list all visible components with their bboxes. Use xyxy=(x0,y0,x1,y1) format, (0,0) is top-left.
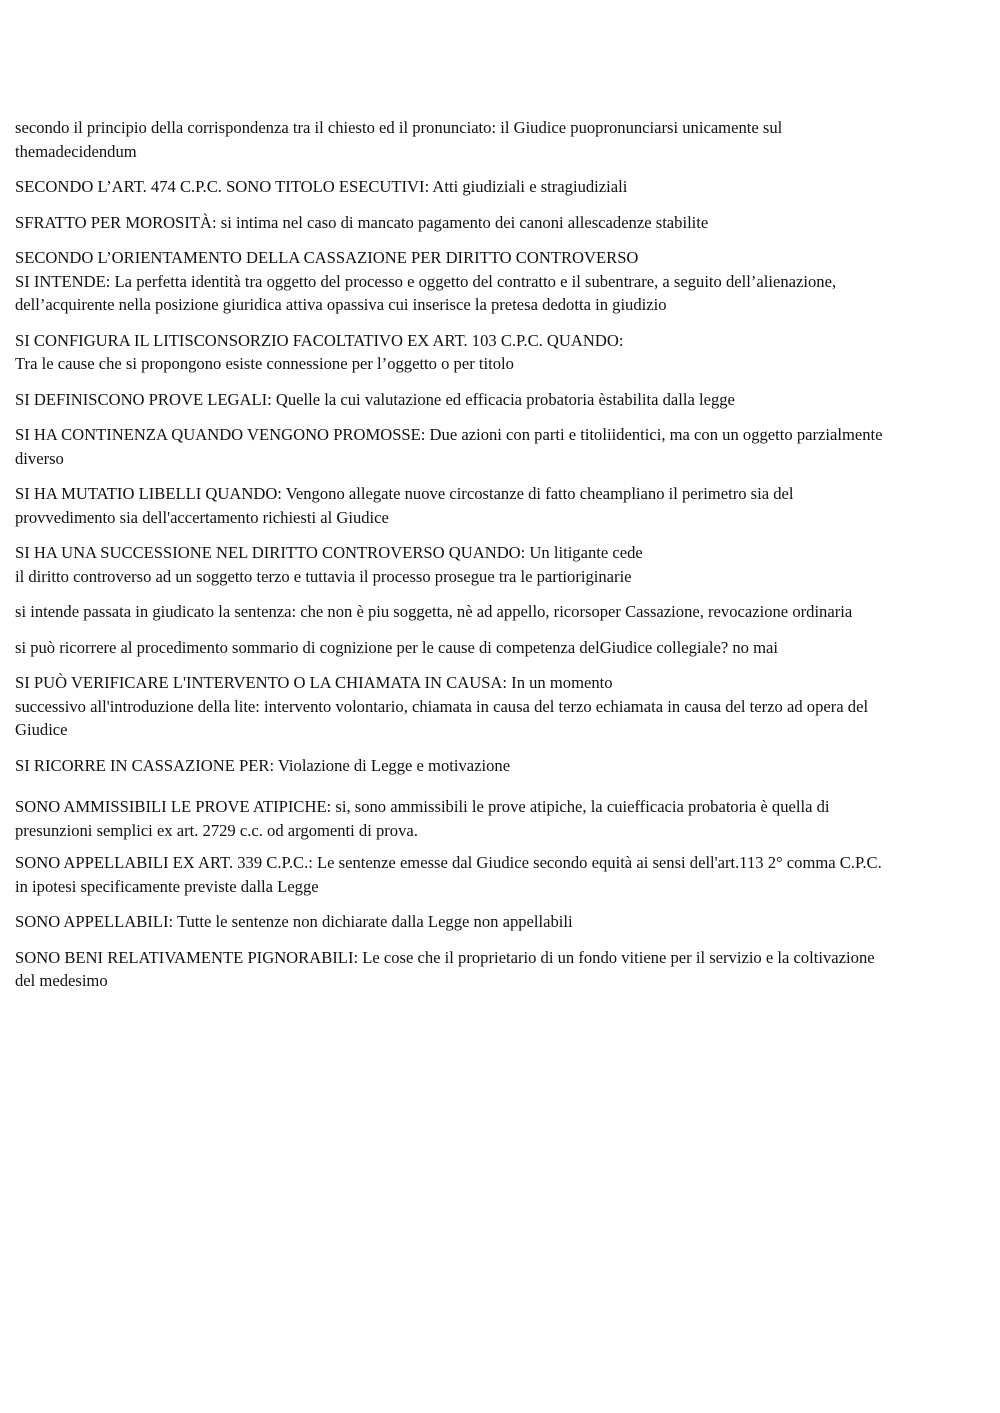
paragraph: SONO APPELLABILI EX ART. 339 C.P.C.: Le sentenze emesse dal Giudice secondo equità ai sensi dell'art.113 2° comma C.P.C. in ipotesi specificamente previste dalla Legge xyxy=(15,853,882,896)
paragraph: SI HA UNA SUCCESSIONE NEL DIRITTO CONTROVERSO QUANDO: Un litigante cede il diritto controverso ad un soggetto terzo e tuttavia il processo prosegue tra le partioriginarie xyxy=(15,543,643,586)
paragraph: SI CONFIGURA IL LITISCONSORZIO FACOLTATIVO EX ART. 103 C.P.C. QUANDO: Tra le cause che si propongono esiste connessione per l’oggetto o per titolo xyxy=(15,330,624,373)
paragraph: secondo il principio della corrispondenza tra il chiesto ed il pronunciato: il Giudice puopronunciarsi unicamente sul themadecidendum xyxy=(15,118,783,161)
document-body xyxy=(15,116,993,1005)
paragraph: SONO AMMISSIBILI LE PROVE ATIPICHE: si, sono ammissibili le prove atipiche, la cuiefficacia probatoria è quella di presunzioni semplici ex art. 2729 c.c. od argomenti di prova. xyxy=(15,797,830,840)
paragraph: SI RICORRE IN CASSAZIONE PER: Violazione di Legge e motivazione xyxy=(15,755,511,775)
paragraph: SFRATTO PER MOROSITÀ: si intima nel caso di mancato pagamento dei canoni allescadenze stabilite xyxy=(15,212,709,232)
paragraph: SECONDO L’ART. 474 C.P.C. SONO TITOLO ESECUTIVI: Atti giudiziali e stragiudiziali xyxy=(15,177,628,196)
paragraph: SECONDO L’ORIENTAMENTO DELLA CASSAZIONE PER DIRITTO CONTROVERSO SI INTENDE: La perfetta identità tra oggetto del processo e oggetto del contratto e il subentrare, a seguito dell’alienazione, dell’acquirente nella posizione giuridica attiva opassiva cui inserisce la pretesa dedotta in giudizio xyxy=(15,248,837,314)
paragraph: SONO BENI RELATIVAMENTE PIGNORABILI: Le cose che il proprietario di un fondo vitiene per il servizio e la coltivazione del medesimo xyxy=(15,947,875,990)
paragraph: SI HA CONTINENZA QUANDO VENGONO PROMOSSE: Due azioni con parti e titoliidentici, ma con un oggetto parzialmente diverso xyxy=(15,425,883,468)
paragraph: SI DEFINISCONO PROVE LEGALI: Quelle la cui valutazione ed efficacia probatoria èstabilita dalla legge xyxy=(15,389,735,409)
paragraph: SONO APPELLABILI: Tutte le sentenze non dichiarate dalla Legge non appellabili xyxy=(15,912,573,931)
paragraph: si intende passata in giudicato la sentenza: che non è piu soggetta, nè ad appello, ricorsoper Cassazione, revocazione ordinaria xyxy=(15,602,853,621)
paragraph: si può ricorrere al procedimento sommario di cognizione per le cause di competenza delGiudice collegiale? no mai xyxy=(15,637,779,657)
paragraph: SI PUÒ VERIFICARE L'INTERVENTO O LA CHIAMATA IN CAUSA: In un momento successivo all'introduzione della lite: intervento volontario, chiamata in causa del terzo echiamata in causa del terzo ad opera del Giudice xyxy=(15,673,869,739)
paragraph: SI HA MUTATIO LIBELLI QUANDO: Vengono allegate nuove circostanze di fatto cheampliano il perimetro sia del provvedimento sia dell'accertamento richiesti al Giudice xyxy=(15,484,794,527)
